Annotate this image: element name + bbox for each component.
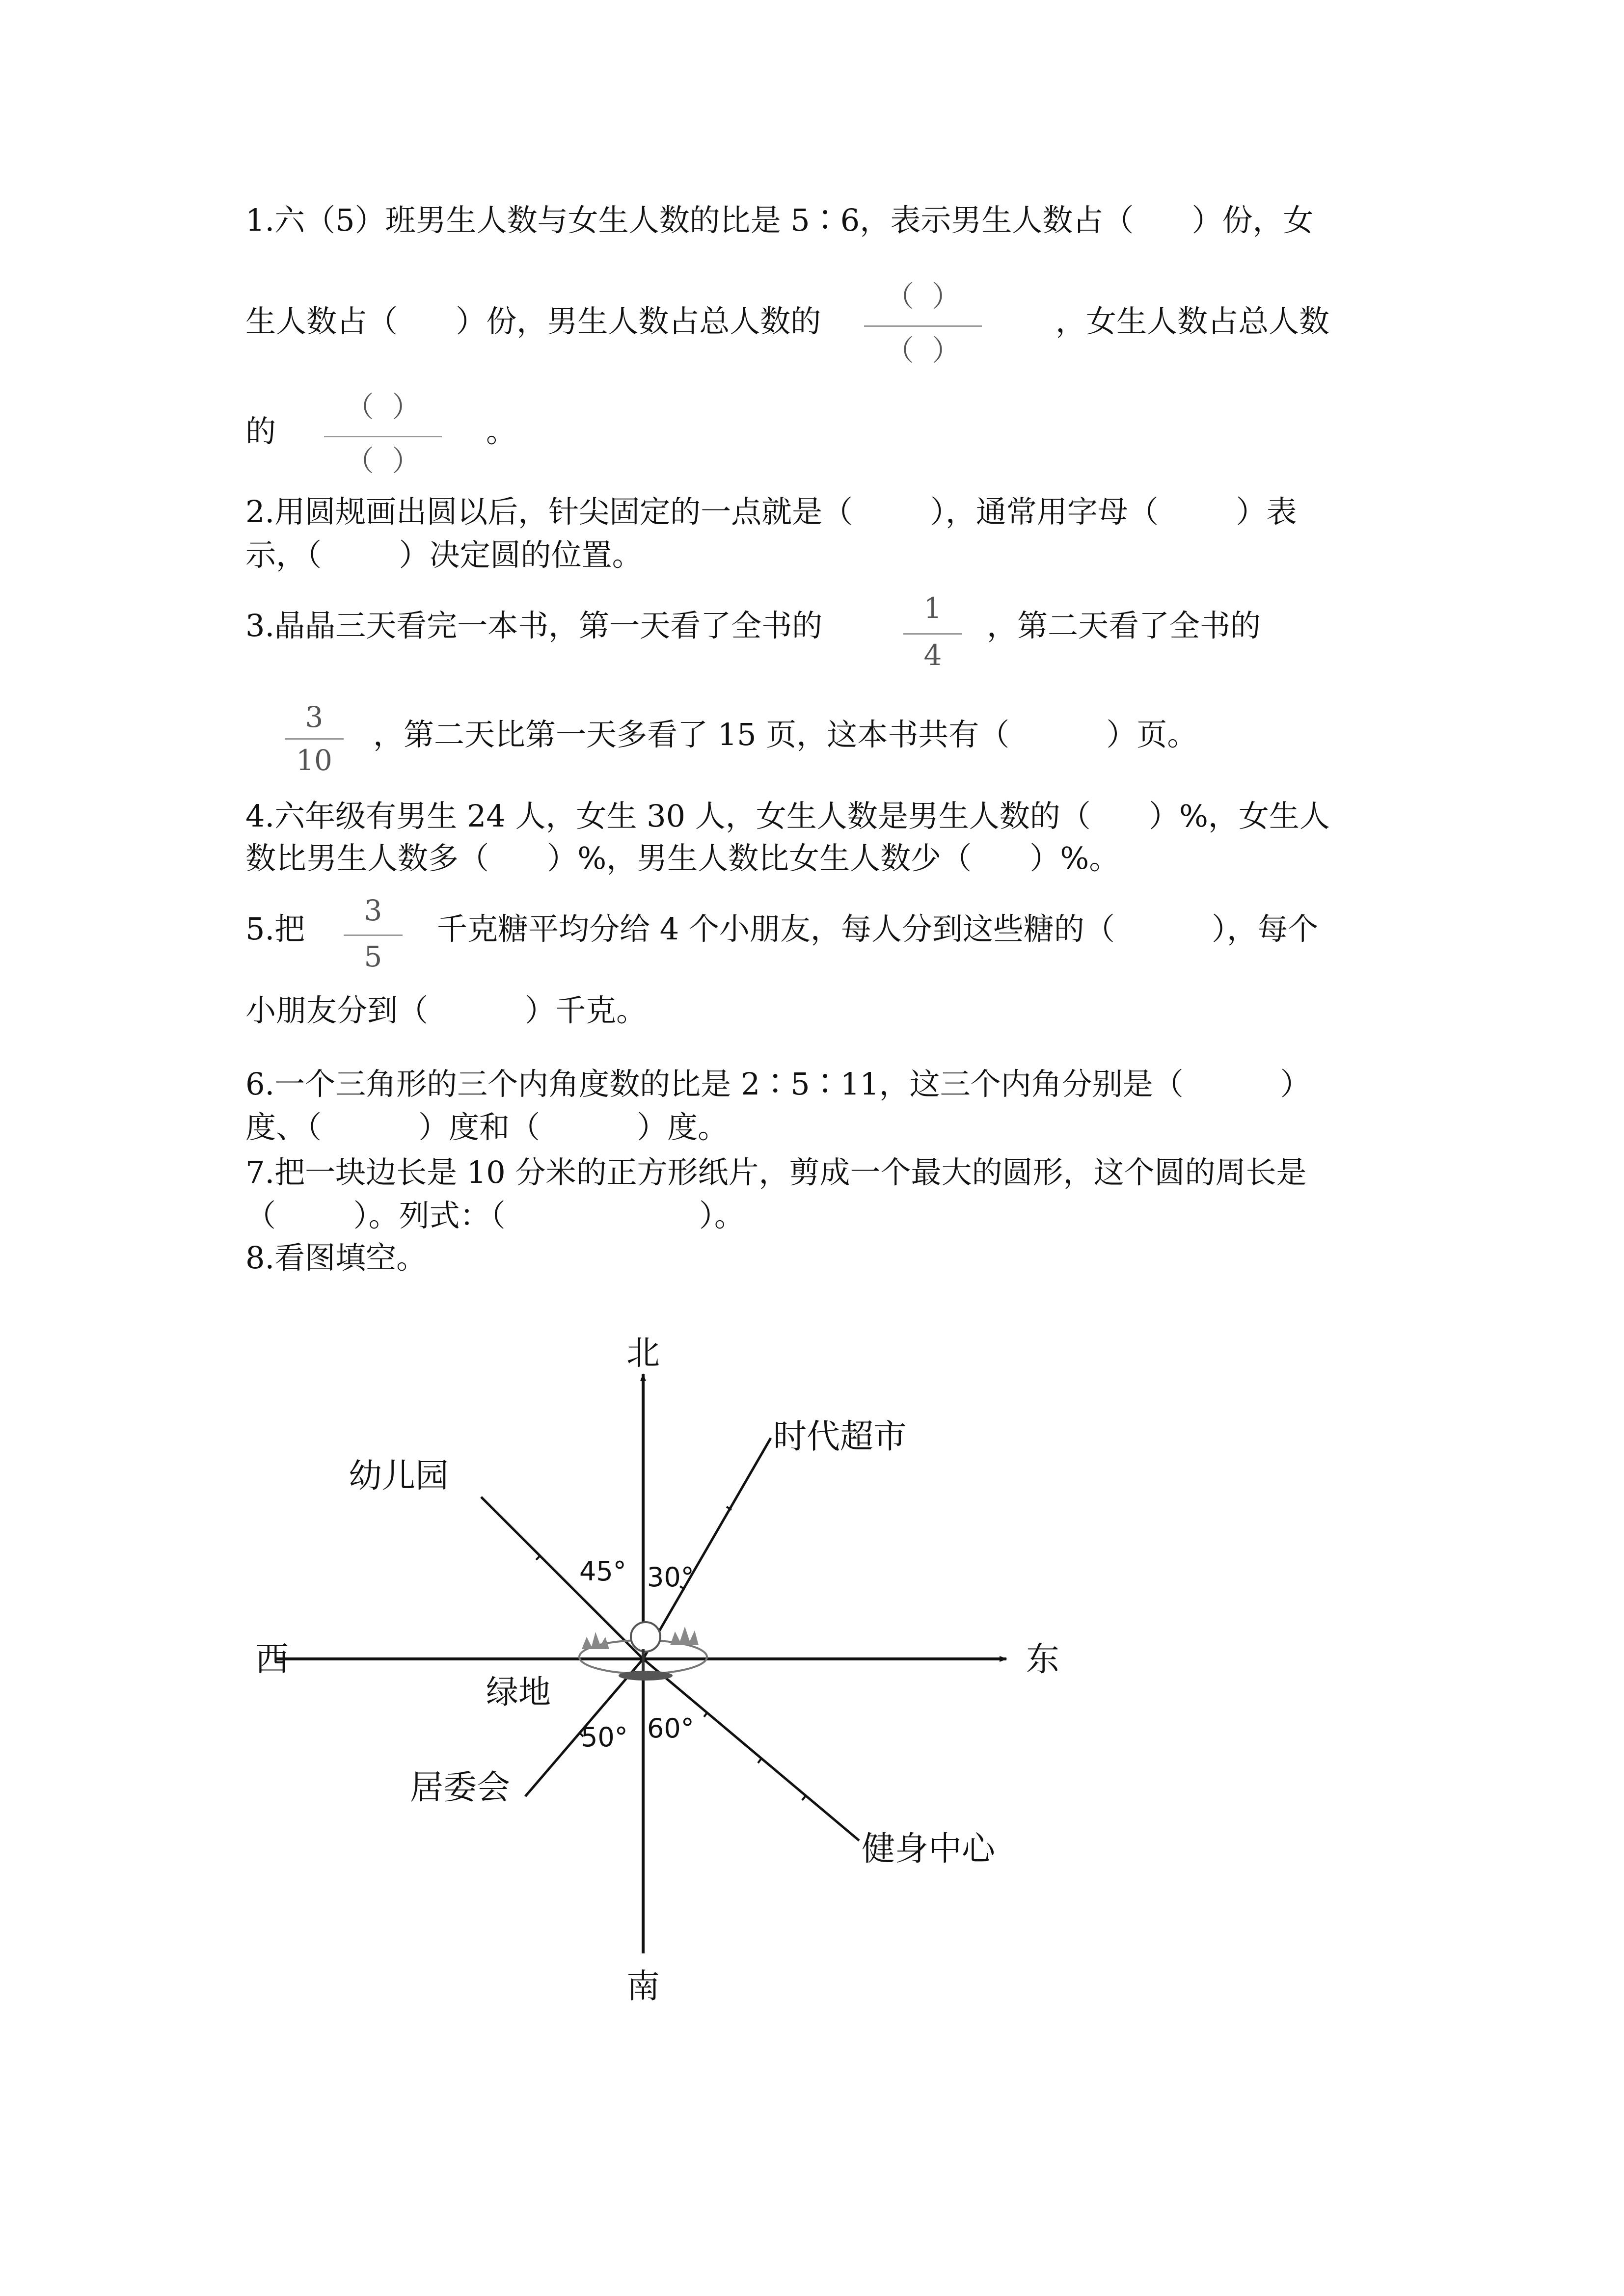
direction-diagram xyxy=(236,1325,1119,2012)
q6-line1: 6.一个三角形的三个内角度数的比是 2∶5∶11，这三个内角分别是（ ） xyxy=(245,1066,1311,1102)
fraction-denominator: 10 xyxy=(296,744,332,777)
q2-line1: 2.用圆规画出圆以后，针尖固定的一点就是（ ），通常用字母（ ）表 xyxy=(245,494,1297,530)
label-east: 东 xyxy=(1026,1640,1060,1679)
fraction-one-quarter xyxy=(903,591,962,692)
ray-supermarket xyxy=(643,1438,771,1659)
ray-fitness xyxy=(643,1659,859,1841)
q6-line2: 度、（ ）度和（ ）度。 xyxy=(245,1109,729,1145)
q4-line2: 数比男生人数多（ ）%，男生人数比女生人数少（ ）%。 xyxy=(245,840,1120,876)
fraction-numerator: 3 xyxy=(364,894,382,927)
fraction-denominator-blank: （ ） xyxy=(885,334,961,367)
q5-line1-end: 千克糖平均分给 4 个小朋友，每人分到这些糖的（ ），每个 xyxy=(437,911,1318,947)
label-west: 西 xyxy=(255,1640,289,1679)
q7-line1: 7.把一块边长是 10 分米的正方形纸片，剪成一个最大的圆形，这个圆的周长是 xyxy=(245,1154,1307,1190)
label-north: 北 xyxy=(626,1334,660,1373)
label-committee: 居委会 xyxy=(410,1768,511,1807)
angle-supermarket: 30° xyxy=(647,1562,694,1593)
q8-line1: 8.看图填空。 xyxy=(245,1240,427,1276)
label-kindergarten: 幼儿园 xyxy=(349,1457,449,1495)
angle-committee: 50° xyxy=(581,1722,628,1753)
fraction-denominator: 4 xyxy=(923,639,942,672)
label-fitness-center: 健身中心 xyxy=(862,1830,996,1869)
label-supermarket: 时代超市 xyxy=(773,1417,907,1456)
q1-line2-end: ，女生人数占总人数 xyxy=(1056,303,1330,339)
fraction-denominator-blank: （ ） xyxy=(345,444,421,478)
angle-kindergarten: 45° xyxy=(579,1556,626,1587)
q2-line2: 示，（ ）决定圆的位置。 xyxy=(245,537,643,573)
fraction-bar xyxy=(344,934,403,936)
fraction-three-tenths xyxy=(285,700,344,801)
q1-line1: 1.六（5）班男生人数与女生人数的比是 5∶6，表示男生人数占（ ）份，女 xyxy=(245,202,1314,238)
q1-girl-fraction-blank[interactable] xyxy=(324,390,442,491)
q3-line1-end: ，第二天看了全书的 xyxy=(987,608,1261,643)
green-space-icon xyxy=(579,1622,707,1681)
q1-line3-start: 的 xyxy=(245,413,276,449)
q4-line1: 4.六年级有男生 24 人，女生 30 人，女生人数是男生人数的（ ）%，女生人 xyxy=(245,798,1330,834)
fraction-three-fifths xyxy=(344,896,403,994)
fraction-bar xyxy=(864,325,982,327)
q1-boy-fraction-blank[interactable] xyxy=(864,282,982,380)
fraction-bar xyxy=(285,738,344,740)
q3-line1-start: 3.晶晶三天看完一本书，第一天看了全书的 xyxy=(245,608,823,643)
fraction-bar xyxy=(324,436,442,437)
fraction-numerator-blank: （ ） xyxy=(345,390,421,424)
q1-line3-end: 。 xyxy=(486,413,517,449)
fraction-numerator: 1 xyxy=(923,591,942,625)
fraction-denominator: 5 xyxy=(364,940,382,973)
fraction-numerator-blank: （ ） xyxy=(885,280,961,313)
angle-fitness: 60° xyxy=(647,1713,694,1744)
label-south: 南 xyxy=(626,1967,660,2006)
q3-line2: ，第二天比第一天多看了 15 页，这本书共有（ ）页。 xyxy=(373,717,1198,752)
q1-line2-start: 生人数占（ ）份，男生人数占总人数的 xyxy=(245,303,821,339)
label-green-space: 绿地 xyxy=(486,1673,551,1711)
q5-line1-start: 5.把 xyxy=(245,911,305,947)
ray-scale-ticks xyxy=(536,1507,805,1800)
fraction-bar xyxy=(903,633,962,635)
fraction-numerator: 3 xyxy=(305,700,324,734)
q5-line2: 小朋友分到（ ）千克。 xyxy=(245,992,647,1028)
q7-line2: （ ）。列式：（ ）。 xyxy=(245,1198,745,1233)
